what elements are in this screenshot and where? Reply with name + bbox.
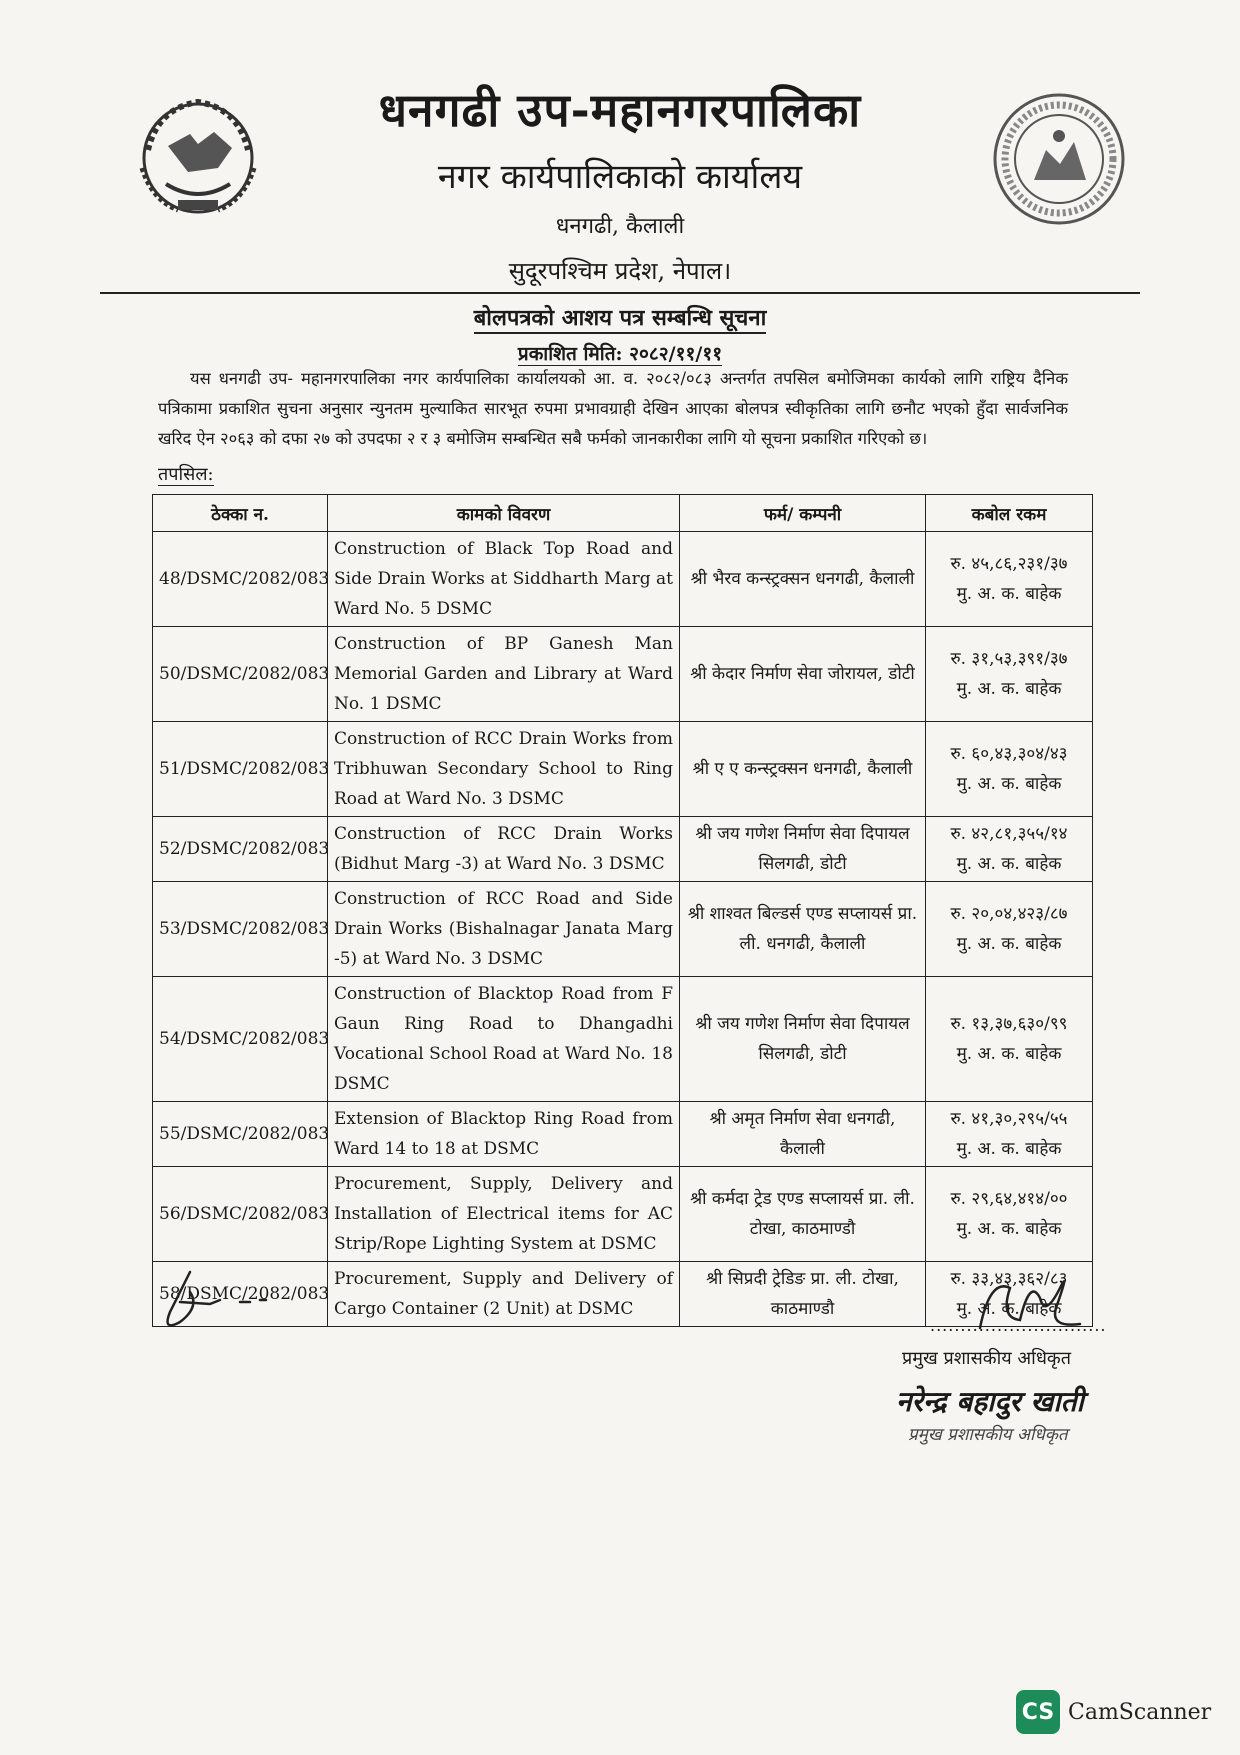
table-row: [153, 977, 1093, 1102]
office-location: धनगढी, कैलाली: [555, 214, 685, 239]
firm-name: श्री जय गणेश निर्माण सेवा दिपायल सिलगढी, डोटी: [680, 817, 926, 882]
work-description: Procurement, Supply and Delivery of Cargo Container (2 Unit) at DSMC: [328, 1262, 680, 1327]
org-name: धनगढी उप-महानगरपालिका: [378, 83, 862, 137]
published-date: प्रकाशित मिति: २०८२/११/११: [517, 343, 723, 365]
firm-name: श्री शाश्वत बिल्डर्स एण्ड सप्लायर्स प्रा. ली. धनगढी, कैलाली: [680, 882, 926, 977]
camscanner-text: CamScanner: [1068, 1699, 1212, 1725]
contract-no: 55/DSMC/2082/083: [153, 1102, 328, 1167]
table-row: [153, 882, 1093, 977]
signatory-title: प्रमुख प्रशासकीय अधिकृत: [902, 1348, 1071, 1369]
bid-amount-cell: [926, 532, 1093, 627]
contract-no: 58/DSMC/2082/083: [153, 1262, 328, 1327]
contract-no: 48/DSMC/2082/083: [153, 532, 328, 627]
bid-amount-cell: [926, 627, 1093, 722]
stamp-title: प्रमुख प्रशासकीय अधिकृत: [908, 1425, 1068, 1445]
bid-amount-cell: [926, 1167, 1093, 1262]
bid-amount: रु. ४१,३०,२९५/५५: [950, 1109, 1068, 1129]
bid-amount: रु. १३,३७,६३०/९९: [950, 1014, 1068, 1034]
bid-amount-cell: [926, 1102, 1093, 1167]
bid-amount: रु. २९,६४,४१४/००: [950, 1189, 1068, 1209]
work-description: Extension of Blacktop Ring Road from Ward 14 to 18 at DSMC: [328, 1102, 680, 1167]
contract-no: 52/DSMC/2082/083: [153, 817, 328, 882]
vat-note: मु. अ. क. बाहेक: [956, 1044, 1062, 1064]
work-description: Construction of Black Top Road and Side Drain Works at Siddharth Marg at Ward No. 5 DSMC: [328, 532, 680, 627]
notice-title: बोलपत्रको आशय पत्र सम्बन्धि सूचना: [0, 302, 1240, 332]
firm-name: श्री भैरव कन्स्ट्रक्सन धनगढी, कैलाली: [680, 532, 926, 627]
work-description: Construction of RCC Drain Works (Bidhut Marg -3) at Ward No. 3 DSMC: [328, 817, 680, 882]
contract-no: 54/DSMC/2082/083: [153, 977, 328, 1102]
work-description: Construction of Blacktop Road from F Gaun Ring Road to Dhangadhi Vocational School Road at Ward No. 18 DSMC: [328, 977, 680, 1102]
firm-name: श्री जय गणेश निर्माण सेवा दिपायल सिलगढी, डोटी: [680, 977, 926, 1102]
bid-amount: रु. २०,०४,४२३/८७: [950, 904, 1068, 924]
table-row: [153, 627, 1093, 722]
camscanner-logo-icon: CS: [1016, 1690, 1060, 1734]
bid-amount: रु. ४५,८६,२३१/३७: [950, 554, 1068, 574]
bid-amount: रु. ३१,५३,३९१/३७: [950, 649, 1068, 669]
bid-amount-cell: [926, 977, 1093, 1102]
work-description: Construction of RCC Road and Side Drain Works (Bishalnagar Janata Marg -5) at Ward No. 3 DSMC: [328, 882, 680, 977]
vat-note: मु. अ. क. बाहेक: [956, 934, 1062, 954]
vat-note: मु. अ. क. बाहेक: [956, 854, 1062, 874]
work-description: Construction of BP Ganesh Man Memorial Garden and Library at Ward No. 1 DSMC: [328, 627, 680, 722]
left-signature-icon: [150, 1262, 310, 1342]
vat-note: मु. अ. क. बाहेक: [956, 679, 1062, 699]
vat-note: मु. अ. क. बाहेक: [956, 1299, 1062, 1319]
province-name: सुदूरपश्चिम प्रदेश, नेपाल।: [508, 257, 732, 285]
table-row: [153, 817, 1093, 882]
contract-no: 53/DSMC/2082/083: [153, 882, 328, 977]
table-header-row: [153, 495, 1093, 532]
details-label: तपसिल:: [158, 464, 214, 485]
stamp-name: नरेन्द्र बहादुर खाती: [896, 1385, 1084, 1418]
firm-name: श्री सिप्रदी ट्रेडिङ प्रा. ली. टोखा, काठमाण्डौ: [680, 1262, 926, 1327]
bid-amount: रु. ४२,८१,३५५/१४: [950, 824, 1068, 844]
contracts-table: [152, 494, 1093, 1327]
table-row: [153, 722, 1093, 817]
vat-note: मु. अ. क. बाहेक: [956, 1219, 1062, 1239]
contract-no: 50/DSMC/2082/083: [153, 627, 328, 722]
firm-name: श्री ए ए कन्स्ट्रक्सन धनगढी, कैलाली: [680, 722, 926, 817]
bid-amount: रु. ३३,४३,३६२/८३: [950, 1269, 1068, 1289]
col-header-firm: फर्म/ कम्पनी: [680, 495, 926, 532]
intro-paragraph: यस धनगढी उप- महानगरपालिका नगर कार्यपालिका कार्यालयको आ. व. २०८२/०८३ अन्तर्गत तपसिल बमोजिमका कार्यको लागि राष्ट्रिय दैनिक पत्रिकामा प्रकाशित सुचना अनुसार न्युनतम मुल्याकित सारभूत रुपमा प्रभावग्राही देखिन आएका बोलपत्र स्वीकृतिका लागि छनौट भएको हुँदा सार्वजनिक खरिद ऐन २०६३ को दफा २७ को उपदफा २ र ३ बमोजिम सम्बन्धित सबै फर्मको जानकारीका लागि यो सूचना प्रकाशित गरिएको छ।: [158, 369, 1068, 448]
firm-name: श्री केदार निर्माण सेवा जोरायल, डोटी: [680, 627, 926, 722]
table-row: [153, 532, 1093, 627]
col-header-contract-no: ठेक्का न.: [153, 495, 328, 532]
col-header-description: कामको विवरण: [328, 495, 680, 532]
firm-name: श्री अमृत निर्माण सेवा धनगढी, कैलाली: [680, 1102, 926, 1167]
camscanner-watermark: [1016, 1690, 1211, 1734]
signature-line: .............................: [930, 1316, 1107, 1335]
contract-no: 56/DSMC/2082/083: [153, 1167, 328, 1262]
firm-name: श्री कर्मदा ट्रेड एण्ड सप्लायर्स प्रा. ली. टोखा, काठमाण्डौ: [680, 1167, 926, 1262]
table-row: [153, 1167, 1093, 1262]
col-header-amount: कबोल रकम: [926, 495, 1093, 532]
bid-amount-cell: [926, 882, 1093, 977]
work-description: Construction of RCC Drain Works from Tribhuwan Secondary School to Ring Road at Ward No. 3 DSMC: [328, 722, 680, 817]
bid-amount-cell: [926, 817, 1093, 882]
vat-note: मु. अ. क. बाहेक: [956, 774, 1062, 794]
table-row: [153, 1102, 1093, 1167]
work-description: Procurement, Supply, Delivery and Installation of Electrical items for AC Strip/Rope Lighting System at DSMC: [328, 1167, 680, 1262]
office-name: नगर कार्यपालिकाको कार्यालय: [437, 157, 803, 197]
contract-no: 51/DSMC/2082/083: [153, 722, 328, 817]
vat-note: मु. अ. क. बाहेक: [956, 1139, 1062, 1159]
vat-note: मु. अ. क. बाहेक: [956, 584, 1062, 604]
bid-amount-cell: [926, 722, 1093, 817]
bid-amount: रु. ६०,४३,३०४/४३: [950, 744, 1068, 764]
header-divider: [100, 292, 1140, 294]
